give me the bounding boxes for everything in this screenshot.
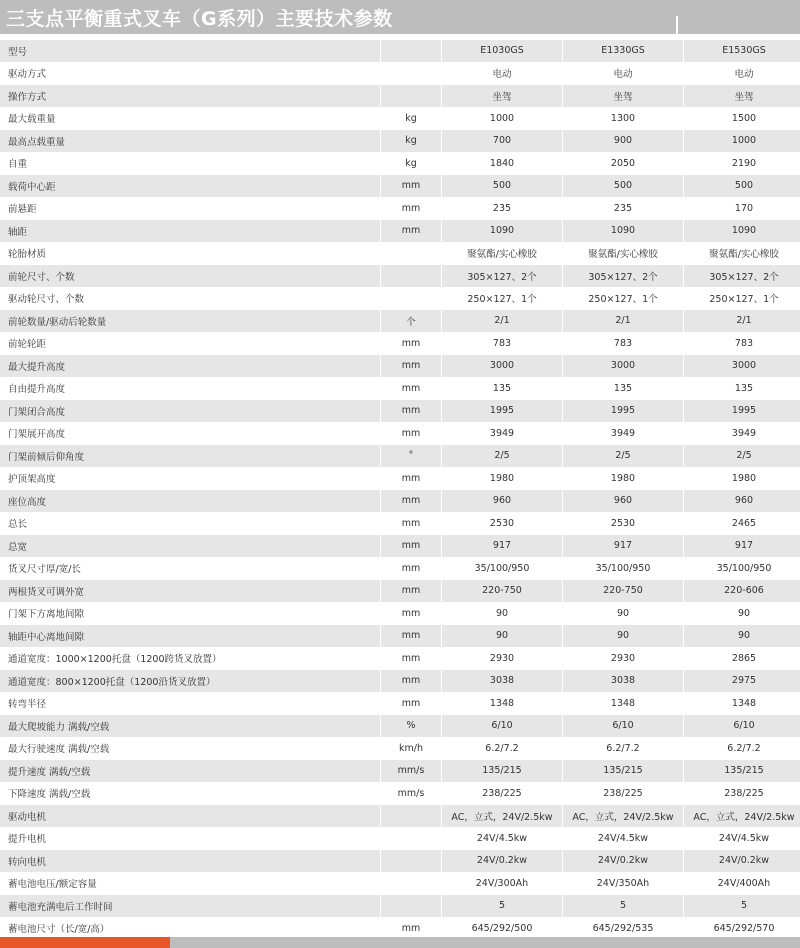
table-row bbox=[0, 693, 800, 716]
value-model-3: 24V/4.5kw bbox=[684, 828, 800, 851]
value-model-2: 1300 bbox=[563, 108, 684, 131]
value-model-1: 917 bbox=[442, 535, 563, 558]
value-model-1: 1348 bbox=[442, 693, 563, 716]
value-model-1: 783 bbox=[442, 333, 563, 356]
page-title: 三支点平衡重式叉车（G系列）主要技术参数 bbox=[6, 8, 393, 30]
value-model-1: 3000 bbox=[442, 355, 563, 378]
table-row bbox=[0, 603, 800, 626]
param-label: 自由提升高度 bbox=[0, 378, 381, 401]
param-label: 门架展开高度 bbox=[0, 423, 381, 446]
value-model-1: 24V/0.2kw bbox=[442, 850, 563, 873]
value-model-2: 2/1 bbox=[563, 310, 684, 333]
param-unit: ° bbox=[381, 445, 442, 468]
value-model-3: 电动 bbox=[684, 63, 800, 86]
table-row bbox=[0, 715, 800, 738]
param-unit: mm bbox=[381, 490, 442, 513]
value-model-3: 305×127、2个 bbox=[684, 265, 800, 288]
table-row bbox=[0, 648, 800, 671]
value-model-3: 500 bbox=[684, 175, 800, 198]
value-model-1: 250×127、1个 bbox=[442, 288, 563, 311]
table-row bbox=[0, 580, 800, 603]
value-model-1: 电动 bbox=[442, 63, 563, 86]
table-row bbox=[0, 310, 800, 333]
value-model-2: 235 bbox=[563, 198, 684, 221]
param-label: 提升速度 满载/空载 bbox=[0, 760, 381, 783]
param-label: 前轮尺寸、个数 bbox=[0, 265, 381, 288]
value-model-1: 238/225 bbox=[442, 783, 563, 806]
value-model-2: 24V/4.5kw bbox=[563, 828, 684, 851]
value-model-1: 135/215 bbox=[442, 760, 563, 783]
table-row bbox=[0, 265, 800, 288]
table-row bbox=[0, 333, 800, 356]
value-model-2: 6/10 bbox=[563, 715, 684, 738]
spec-table-body bbox=[0, 40, 800, 940]
value-model-3: 6/10 bbox=[684, 715, 800, 738]
value-model-2: 220-750 bbox=[563, 580, 684, 603]
value-model-1: 1840 bbox=[442, 153, 563, 176]
value-model-1: 235 bbox=[442, 198, 563, 221]
table-row bbox=[0, 738, 800, 761]
table-row bbox=[0, 513, 800, 536]
value-model-2: 2050 bbox=[563, 153, 684, 176]
param-unit bbox=[381, 850, 442, 873]
param-unit: mm bbox=[381, 468, 442, 491]
value-model-1: 3038 bbox=[442, 670, 563, 693]
value-model-3: 2190 bbox=[684, 153, 800, 176]
param-label: 驱动电机 bbox=[0, 805, 381, 828]
param-label: 两根货叉可调外宽 bbox=[0, 580, 381, 603]
table-row bbox=[0, 355, 800, 378]
param-unit: mm bbox=[381, 198, 442, 221]
table-row bbox=[0, 85, 800, 108]
value-model-3: 6.2/7.2 bbox=[684, 738, 800, 761]
value-model-3: 24V/0.2kw bbox=[684, 850, 800, 873]
title-bar bbox=[0, 0, 800, 34]
value-model-3: 2975 bbox=[684, 670, 800, 693]
param-unit: mm bbox=[381, 648, 442, 671]
value-model-1: 3949 bbox=[442, 423, 563, 446]
table-row bbox=[0, 895, 800, 918]
param-label: 通道宽度：1000×1200托盘（1200跨货叉放置） bbox=[0, 648, 381, 671]
param-label: 最大行驶速度 满载/空载 bbox=[0, 738, 381, 761]
param-label: 轴距 bbox=[0, 220, 381, 243]
param-label: 蓄电池充满电后工作时间 bbox=[0, 895, 381, 918]
value-model-3: 1090 bbox=[684, 220, 800, 243]
value-model-3: 917 bbox=[684, 535, 800, 558]
param-label: 最高点载重量 bbox=[0, 130, 381, 153]
param-unit bbox=[381, 873, 442, 896]
value-model-2: 电动 bbox=[563, 63, 684, 86]
value-model-2: 1090 bbox=[563, 220, 684, 243]
value-model-1: E1030GS bbox=[442, 40, 563, 63]
spec-table bbox=[0, 40, 800, 940]
param-label: 最大爬坡能力 满载/空载 bbox=[0, 715, 381, 738]
param-label: 蓄电池电压/额定容量 bbox=[0, 873, 381, 896]
param-unit: mm bbox=[381, 378, 442, 401]
value-model-1: 坐驾 bbox=[442, 85, 563, 108]
value-model-1: 1000 bbox=[442, 108, 563, 131]
value-model-3: 2/1 bbox=[684, 310, 800, 333]
param-unit: mm bbox=[381, 423, 442, 446]
value-model-2: 2/5 bbox=[563, 445, 684, 468]
value-model-3: 1500 bbox=[684, 108, 800, 131]
param-unit bbox=[381, 243, 442, 266]
value-model-3: 170 bbox=[684, 198, 800, 221]
value-model-2: 3038 bbox=[563, 670, 684, 693]
value-model-2: 1980 bbox=[563, 468, 684, 491]
value-model-1: 135 bbox=[442, 378, 563, 401]
value-model-2: 305×127、2个 bbox=[563, 265, 684, 288]
value-model-1: 1995 bbox=[442, 400, 563, 423]
value-model-2: 聚氨酯/实心橡胶 bbox=[563, 243, 684, 266]
param-unit bbox=[381, 288, 442, 311]
table-row bbox=[0, 400, 800, 423]
value-model-2: 3000 bbox=[563, 355, 684, 378]
param-unit: mm bbox=[381, 220, 442, 243]
param-label: 蓄电池尺寸（长/宽/高） bbox=[0, 918, 381, 941]
value-model-1: 1090 bbox=[442, 220, 563, 243]
table-row bbox=[0, 40, 800, 63]
value-model-2: 900 bbox=[563, 130, 684, 153]
table-row bbox=[0, 490, 800, 513]
param-unit bbox=[381, 265, 442, 288]
value-model-1: 2930 bbox=[442, 648, 563, 671]
value-model-3: 3000 bbox=[684, 355, 800, 378]
value-model-3: 90 bbox=[684, 603, 800, 626]
param-label: 驱动轮尺寸、个数 bbox=[0, 288, 381, 311]
value-model-1: 聚氨酯/实心橡胶 bbox=[442, 243, 563, 266]
table-row bbox=[0, 468, 800, 491]
table-row bbox=[0, 108, 800, 131]
value-model-3: 90 bbox=[684, 625, 800, 648]
table-row bbox=[0, 805, 800, 828]
value-model-1: 960 bbox=[442, 490, 563, 513]
table-row bbox=[0, 130, 800, 153]
value-model-1: 2530 bbox=[442, 513, 563, 536]
value-model-2: 917 bbox=[563, 535, 684, 558]
param-unit bbox=[381, 895, 442, 918]
value-model-2: 24V/350Ah bbox=[563, 873, 684, 896]
value-model-3: 35/100/950 bbox=[684, 558, 800, 581]
param-label: 最大载重量 bbox=[0, 108, 381, 131]
value-model-2: 90 bbox=[563, 625, 684, 648]
param-label: 转弯半径 bbox=[0, 693, 381, 716]
value-model-2: 3949 bbox=[563, 423, 684, 446]
param-unit bbox=[381, 63, 442, 86]
value-model-3: 1980 bbox=[684, 468, 800, 491]
value-model-1: 6/10 bbox=[442, 715, 563, 738]
value-model-1: 35/100/950 bbox=[442, 558, 563, 581]
param-unit: mm bbox=[381, 333, 442, 356]
param-label: 总宽 bbox=[0, 535, 381, 558]
table-row bbox=[0, 288, 800, 311]
param-unit bbox=[381, 828, 442, 851]
param-unit: mm bbox=[381, 355, 442, 378]
value-model-1: 5 bbox=[442, 895, 563, 918]
param-label: 前轮轮距 bbox=[0, 333, 381, 356]
value-model-2: 783 bbox=[563, 333, 684, 356]
value-model-2: E1330GS bbox=[563, 40, 684, 63]
value-model-3: 2/5 bbox=[684, 445, 800, 468]
param-label: 货叉尺寸厚/宽/长 bbox=[0, 558, 381, 581]
value-model-3: 1000 bbox=[684, 130, 800, 153]
param-label: 门架下方离地间隙 bbox=[0, 603, 381, 626]
param-label: 最大提升高度 bbox=[0, 355, 381, 378]
title-divider bbox=[676, 16, 678, 34]
param-label: 操作方式 bbox=[0, 85, 381, 108]
param-label: 驱动方式 bbox=[0, 63, 381, 86]
param-unit: % bbox=[381, 715, 442, 738]
param-unit: mm bbox=[381, 918, 442, 941]
value-model-2: 960 bbox=[563, 490, 684, 513]
table-row bbox=[0, 558, 800, 581]
value-model-3: 250×127、1个 bbox=[684, 288, 800, 311]
table-row bbox=[0, 873, 800, 896]
value-model-2: 2530 bbox=[563, 513, 684, 536]
param-unit bbox=[381, 85, 442, 108]
param-unit: mm bbox=[381, 580, 442, 603]
param-unit: mm bbox=[381, 625, 442, 648]
param-unit: mm bbox=[381, 400, 442, 423]
value-model-2: 90 bbox=[563, 603, 684, 626]
param-label: 前悬距 bbox=[0, 198, 381, 221]
value-model-1: 220-750 bbox=[442, 580, 563, 603]
param-label: 载荷中心距 bbox=[0, 175, 381, 198]
value-model-2: 24V/0.2kw bbox=[563, 850, 684, 873]
param-label: 提升电机 bbox=[0, 828, 381, 851]
value-model-2: 5 bbox=[563, 895, 684, 918]
param-unit: mm bbox=[381, 535, 442, 558]
table-row bbox=[0, 670, 800, 693]
table-row bbox=[0, 760, 800, 783]
value-model-1: 2/1 bbox=[442, 310, 563, 333]
param-unit bbox=[381, 805, 442, 828]
param-label: 下降速度 满载/空载 bbox=[0, 783, 381, 806]
param-unit: mm/s bbox=[381, 783, 442, 806]
value-model-1: AC，立式，24V/2.5kw bbox=[442, 805, 563, 828]
param-unit: mm bbox=[381, 603, 442, 626]
value-model-3: 2865 bbox=[684, 648, 800, 671]
param-label: 护顶架高度 bbox=[0, 468, 381, 491]
value-model-1: 24V/300Ah bbox=[442, 873, 563, 896]
param-unit bbox=[381, 40, 442, 63]
value-model-3: 238/225 bbox=[684, 783, 800, 806]
table-row bbox=[0, 243, 800, 266]
param-unit: mm bbox=[381, 175, 442, 198]
value-model-3: 135/215 bbox=[684, 760, 800, 783]
value-model-1: 1980 bbox=[442, 468, 563, 491]
param-unit: kg bbox=[381, 153, 442, 176]
param-label: 轴距中心离地间隙 bbox=[0, 625, 381, 648]
param-label: 通道宽度：800×1200托盘（1200沿货叉放置） bbox=[0, 670, 381, 693]
value-model-2: 645/292/535 bbox=[563, 918, 684, 941]
value-model-1: 700 bbox=[442, 130, 563, 153]
table-row bbox=[0, 535, 800, 558]
value-model-3: 1348 bbox=[684, 693, 800, 716]
value-model-1: 500 bbox=[442, 175, 563, 198]
value-model-1: 24V/4.5kw bbox=[442, 828, 563, 851]
value-model-3: 坐驾 bbox=[684, 85, 800, 108]
value-model-2: 250×127、1个 bbox=[563, 288, 684, 311]
value-model-3: 5 bbox=[684, 895, 800, 918]
value-model-1: 90 bbox=[442, 625, 563, 648]
value-model-2: 135 bbox=[563, 378, 684, 401]
value-model-3: 645/292/570 bbox=[684, 918, 800, 941]
value-model-2: 35/100/950 bbox=[563, 558, 684, 581]
param-label: 自重 bbox=[0, 153, 381, 176]
value-model-1: 2/5 bbox=[442, 445, 563, 468]
value-model-3: 783 bbox=[684, 333, 800, 356]
param-label: 转向电机 bbox=[0, 850, 381, 873]
value-model-2: 坐驾 bbox=[563, 85, 684, 108]
value-model-3: 24V/400Ah bbox=[684, 873, 800, 896]
value-model-3: E1530GS bbox=[684, 40, 800, 63]
table-row bbox=[0, 153, 800, 176]
table-row bbox=[0, 850, 800, 873]
param-unit: mm bbox=[381, 513, 442, 536]
param-unit: mm bbox=[381, 693, 442, 716]
param-unit: kg bbox=[381, 130, 442, 153]
value-model-3: 1995 bbox=[684, 400, 800, 423]
value-model-3: 960 bbox=[684, 490, 800, 513]
param-label: 型号 bbox=[0, 40, 381, 63]
value-model-1: 645/292/500 bbox=[442, 918, 563, 941]
param-unit: kg bbox=[381, 108, 442, 131]
table-row bbox=[0, 828, 800, 851]
param-unit: km/h bbox=[381, 738, 442, 761]
table-row bbox=[0, 445, 800, 468]
param-unit: mm bbox=[381, 670, 442, 693]
table-row bbox=[0, 198, 800, 221]
value-model-1: 305×127、2个 bbox=[442, 265, 563, 288]
param-label: 总长 bbox=[0, 513, 381, 536]
table-row bbox=[0, 625, 800, 648]
value-model-1: 90 bbox=[442, 603, 563, 626]
value-model-3: 220-606 bbox=[684, 580, 800, 603]
value-model-3: 聚氨酯/实心橡胶 bbox=[684, 243, 800, 266]
param-label: 门架前倾后仰角度 bbox=[0, 445, 381, 468]
table-row bbox=[0, 63, 800, 86]
value-model-1: 6.2/7.2 bbox=[442, 738, 563, 761]
table-row bbox=[0, 378, 800, 401]
param-unit: mm bbox=[381, 558, 442, 581]
param-label: 轮胎材质 bbox=[0, 243, 381, 266]
value-model-3: 3949 bbox=[684, 423, 800, 446]
value-model-2: 1348 bbox=[563, 693, 684, 716]
value-model-3: AC，立式，24V/2.5kw bbox=[684, 805, 800, 828]
table-row bbox=[0, 423, 800, 446]
value-model-2: AC，立式，24V/2.5kw bbox=[563, 805, 684, 828]
value-model-2: 6.2/7.2 bbox=[563, 738, 684, 761]
value-model-2: 2930 bbox=[563, 648, 684, 671]
param-label: 门架闭合高度 bbox=[0, 400, 381, 423]
table-row bbox=[0, 220, 800, 243]
table-row bbox=[0, 783, 800, 806]
value-model-3: 2465 bbox=[684, 513, 800, 536]
bottom-accent-bar bbox=[0, 937, 170, 948]
param-label: 前轮数量/驱动后轮数量 bbox=[0, 310, 381, 333]
value-model-2: 238/225 bbox=[563, 783, 684, 806]
value-model-2: 1995 bbox=[563, 400, 684, 423]
value-model-2: 500 bbox=[563, 175, 684, 198]
param-unit: 个 bbox=[381, 310, 442, 333]
param-label: 座位高度 bbox=[0, 490, 381, 513]
param-unit: mm/s bbox=[381, 760, 442, 783]
table-row bbox=[0, 175, 800, 198]
value-model-3: 135 bbox=[684, 378, 800, 401]
value-model-2: 135/215 bbox=[563, 760, 684, 783]
